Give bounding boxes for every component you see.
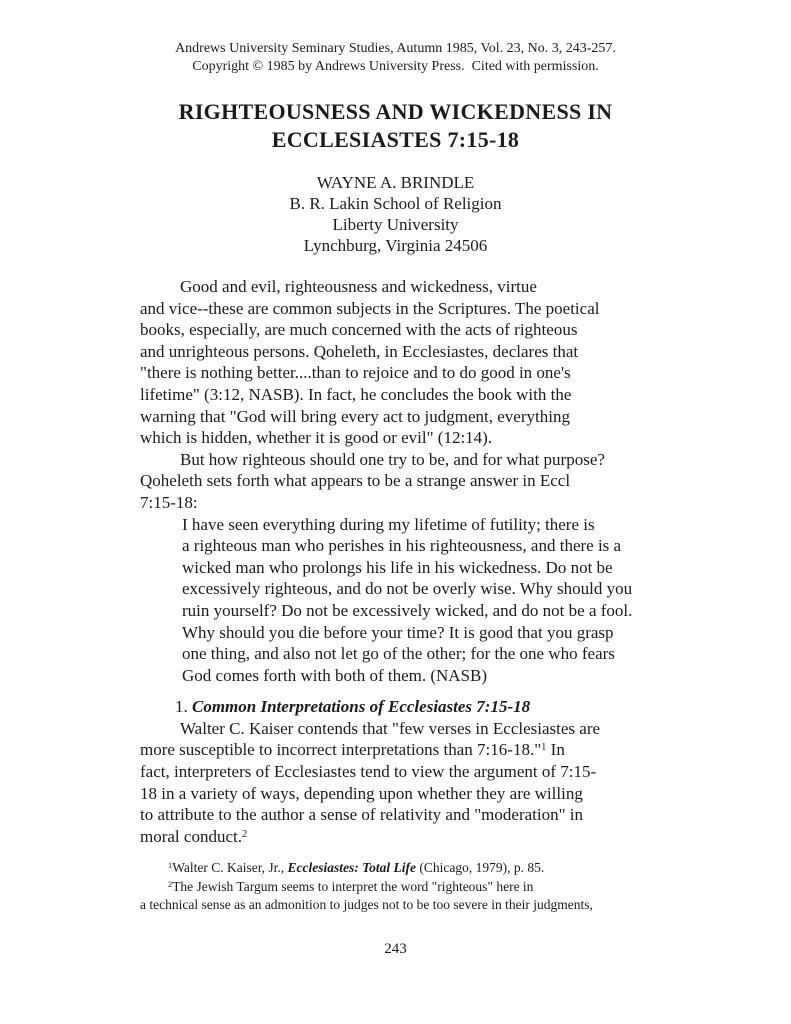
text-line: [182, 578, 665, 600]
footnote-marker: 1: [541, 742, 547, 754]
text-segment: one thing, and also not let go of the other; for the one who fears: [182, 644, 615, 664]
text-segment: But how righteous should one try to be, and for what purpose?: [180, 449, 605, 469]
text-line: [140, 427, 665, 449]
paragraph-2: [140, 449, 665, 514]
text-line: [182, 600, 665, 622]
author-block: [0, 172, 791, 256]
text-segment: Good and evil, righteousness and wickedness, virtue: [180, 277, 537, 296]
section-heading: [140, 696, 665, 718]
text-segment: moral conduct.: [140, 826, 242, 846]
text-line: [140, 878, 665, 897]
paragraph-1: [140, 276, 665, 449]
author-location: Lynchburg, Virginia 24506: [303, 236, 488, 255]
text-segment: God comes forth with both of them. (NASB): [182, 665, 488, 685]
author-university: Liberty University: [332, 215, 459, 234]
text-line: [140, 859, 665, 878]
article-title: [0, 98, 791, 154]
footnote-marker: 2: [241, 828, 248, 840]
text-segment: In: [546, 740, 565, 760]
author-school: B. R. Lakin School of Religion: [289, 194, 502, 213]
text-segment: Walter C. Kaiser, Jr.,: [172, 860, 288, 876]
article-body: [140, 276, 665, 915]
text-line: [140, 406, 665, 428]
footnote-marker: 1: [168, 861, 173, 871]
paragraph-3: [140, 718, 665, 848]
text-line: [140, 826, 665, 848]
text-segment: I have seen everything during my lifetime of futility; there is: [182, 514, 595, 534]
text-segment: more susceptible to incorrect interpretations than 7:16-18.": [140, 740, 542, 760]
text-segment: The Jewish Targum seems to interpret the word "righteous" here in: [172, 878, 534, 894]
text-segment: Qoheleth sets forth what appears to be a strange answer in Eccl: [140, 471, 571, 491]
text-line: [140, 384, 665, 406]
text-line: [140, 783, 665, 805]
text-line: [140, 362, 665, 384]
text-segment: 7:15-18:: [140, 492, 198, 512]
text-line: [140, 492, 665, 514]
text-line: [182, 665, 665, 687]
text-line: [140, 298, 665, 320]
text-line: [182, 535, 665, 557]
text-line: [182, 643, 665, 665]
text-segment: which is hidden, whether it is good or evil" (12:14).: [140, 428, 493, 448]
journal-citation: Andrews University Seminary Studies, Autumn 1985, Vol. 23, No. 3, 243-257.: [175, 41, 616, 56]
text-line: [140, 718, 665, 740]
footnote-marker: 2: [168, 879, 173, 889]
text-line: [140, 804, 665, 826]
text-segment: (Chicago, 1979), p. 85.: [416, 860, 545, 876]
text-segment: "there is nothing better....than to rejoice and to do good in one's: [140, 363, 571, 383]
text-line: [140, 341, 665, 363]
text-segment: and vice--these are common subjects in the Scriptures. The poetical: [140, 298, 600, 318]
text-line: [140, 739, 665, 761]
text-line: [140, 470, 665, 492]
text-segment: a righteous man who perishes in his righteousness, and there is a: [182, 536, 622, 556]
text-line: [140, 319, 665, 341]
text-segment: 1.: [175, 697, 192, 717]
text-segment: Ecclesiastes: Total Life: [287, 860, 417, 876]
text-segment: Walter C. Kaiser contends that "few verses in Ecclesiastes are: [180, 718, 601, 738]
text-line: [182, 514, 665, 536]
article-title-line-1: RIGHTEOUSNESS AND WICKEDNESS IN: [178, 99, 613, 124]
text-line: [140, 276, 665, 298]
text-segment: fact, interpreters of Ecclesiastes tend to view the argument of 7:15-: [140, 762, 597, 782]
text-line: [140, 896, 665, 915]
text-segment: Common Interpretations of Ecclesiastes 7:15-18: [192, 697, 531, 717]
text-segment: lifetime" (3:12, NASB). In fact, he concludes the book with the: [140, 384, 572, 404]
text-line: [140, 761, 665, 783]
article-title-line-2: ECCLESIASTES 7:15-18: [271, 127, 520, 152]
text-segment: ruin yourself? Do not be excessively wicked, and do not be a fool.: [182, 600, 633, 620]
footnotes: [140, 859, 665, 915]
page-number: 243: [384, 940, 407, 957]
text-line: [182, 622, 665, 644]
text-segment: and unrighteous persons. Qoheleth, in Ecclesiastes, declares that: [140, 341, 579, 361]
text-line: [182, 557, 665, 579]
text-segment: to attribute to the author a sense of relativity and "moderation" in: [140, 805, 584, 825]
text-segment: 18 in a variety of ways, depending upon whether they are willing: [140, 783, 583, 803]
text-segment: excessively righteous, and do not be overly wise. Why should you: [182, 579, 633, 599]
text-segment: Why should you die before your time? It is good that you grasp: [182, 622, 614, 642]
text-line: [140, 696, 665, 718]
copyright-notice: Copyright © 1985 by Andrews University Press. Cited with permission.: [192, 59, 599, 74]
author-name: WAYNE A. BRINDLE: [316, 173, 475, 192]
text-line: [140, 449, 665, 471]
journal-header: [0, 40, 791, 76]
text-segment: a technical sense as an admonition to judges not to be too severe in their judgments,: [140, 897, 593, 913]
text-segment: warning that "God will bring every act to judgment, everything: [140, 406, 570, 426]
block-quote: [182, 514, 665, 687]
text-segment: wicked man who prolongs his life in his wickedness. Do not be: [182, 557, 613, 577]
text-segment: books, especially, are much concerned with the acts of righteous: [140, 320, 578, 340]
